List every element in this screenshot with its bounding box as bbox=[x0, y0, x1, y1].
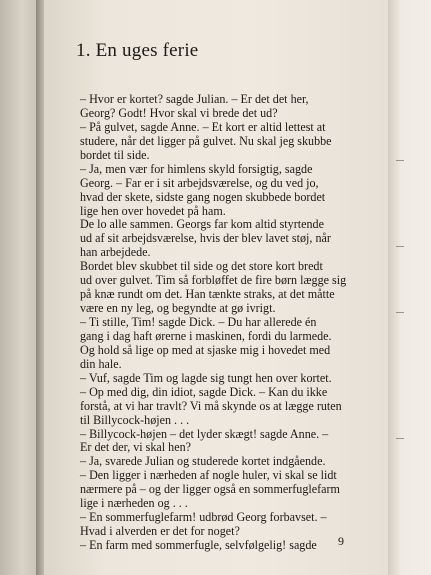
text-line: studere, når det ligger på gulvet. Nu skal jeg skubbe bbox=[80, 133, 332, 148]
text-line: på knæ rundt om det. Han tænkte straks, at det måtte bbox=[80, 287, 335, 302]
text-line: gang i dag haft ørerne i maskinen, fordi du larmede. bbox=[80, 328, 332, 343]
text-line: ud over gulvet. Tim så forbløffet de fire børn lægge sig bbox=[80, 273, 347, 288]
text-line: Er det der, vi skal hen? bbox=[80, 440, 192, 455]
text-line: – Op med dig, din idiot, sagde Dick. – Kan du ikke bbox=[80, 384, 328, 399]
text-line: lige hen over hovedet på ham. bbox=[80, 203, 226, 218]
text-line: Georg. – Far er i sit arbejdsværelse, og du ved jo, bbox=[80, 175, 319, 190]
text-line: – Vuf, sagde Tim og lagde sig tungt hen over kortet. bbox=[80, 370, 332, 385]
text-line: – Ja, men vær for himlens skyld forsigtig, sagde bbox=[80, 161, 313, 176]
text-line: forstå, at vi har travlt? Vi må skynde os at lægge ruten bbox=[80, 398, 342, 413]
text-line: – Ti stille, Tim! sagde Dick. – Du har allerede én bbox=[80, 315, 317, 329]
text-line: være en ny leg, og begyndte at gø ivrigt. bbox=[80, 301, 276, 316]
text-line: lige i nærheden og . . . bbox=[80, 496, 188, 511]
page-edge-mark bbox=[396, 312, 404, 313]
text-line: til Billycock-højen . . . bbox=[80, 412, 190, 427]
page-edge-mark bbox=[396, 438, 404, 439]
text-line: – På gulvet, sagde Anne. – Et kort er altid lettest at bbox=[80, 119, 326, 134]
body-text bbox=[80, 93, 364, 553]
text-line: Bordet blev skubbet til side og det store kort bredt bbox=[80, 259, 323, 274]
chapter-title: 1. En uges ferie bbox=[76, 40, 199, 61]
page-content bbox=[64, 0, 364, 575]
text-line: Georg? Godt! Hvor skal vi brede det ud? bbox=[80, 105, 278, 120]
text-line: han arbejdede. bbox=[80, 245, 151, 260]
page-edge-mark bbox=[396, 160, 404, 161]
text-line: – Hvor er kortet? sagde Julian. – Er det det her, bbox=[80, 92, 309, 106]
text-line: bordet til side. bbox=[80, 147, 150, 162]
text-line: din hale. bbox=[80, 356, 122, 371]
text-line: – Den ligger i nærheden af nogle huler, vi skal se lidt bbox=[80, 468, 337, 483]
page-edge-mark bbox=[396, 246, 404, 247]
text-line: – Ja, svarede Julian og studerede kortet indgående. bbox=[80, 454, 326, 469]
text-line: ud af sit arbejdsværelse, hvis der blev lavet støj, når bbox=[80, 231, 331, 246]
text-line: – Billycock-højen – det lyder skægt! sagde Anne. – bbox=[80, 426, 329, 441]
text-line: De lo alle sammen. Georgs far kom altid styrtende bbox=[80, 217, 324, 232]
text-line: – En farm med sommerfugle, selvfølgelig! sagde bbox=[80, 538, 317, 552]
page-stack-edge bbox=[388, 0, 431, 575]
text-line: nærmere på – og der ligger også en sommerfuglefarm bbox=[80, 482, 340, 497]
text-line: Og hold så lige op med at sjaske mig i hovedet med bbox=[80, 342, 331, 357]
page-number: 9 bbox=[338, 534, 344, 548]
text-line: hvad der skete, sidste gang nogen skubbede bordet bbox=[80, 189, 326, 204]
text-line: Hvad i alverden er det for noget? bbox=[80, 524, 240, 539]
previous-page-edge bbox=[0, 0, 40, 575]
text-line: – En sommerfuglefarm! udbrød Georg forbavset. – bbox=[80, 510, 327, 525]
